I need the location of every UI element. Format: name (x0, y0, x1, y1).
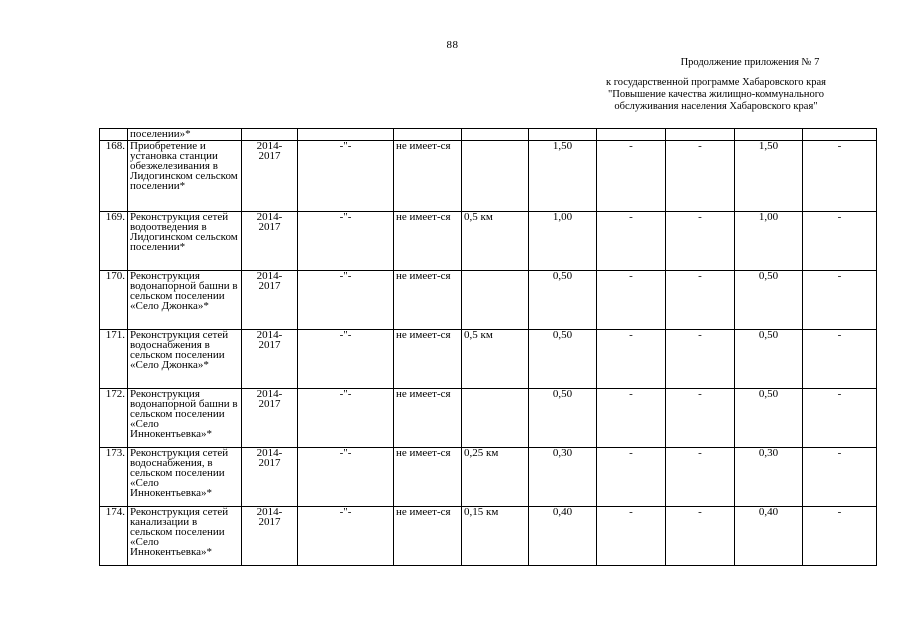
executor: -"- (298, 330, 394, 389)
measure-name: Реконструкция сетей водоснабжения в сельском поселении «Село Джонка»* (128, 330, 242, 389)
executor: -"- (298, 507, 394, 566)
page-number: 88 (446, 39, 459, 51)
row-number: 172. (100, 389, 128, 448)
effect: не имеет-ся (394, 389, 462, 448)
subtitle-line-2: "Повышение качества жилищно-коммунального (607, 89, 825, 100)
executor: -"- (298, 212, 394, 271)
total-funding: 0,50 (529, 271, 597, 330)
executor: -"- (298, 271, 394, 330)
measure-name: Реконструкция водонапорной башни в сельском поселении «Село Джонка»* (128, 271, 242, 330)
row-number: 170. (100, 271, 128, 330)
federal-funding: - (597, 330, 666, 389)
table-row (100, 448, 877, 507)
capacity: 0,25 км (462, 448, 529, 507)
table-row (100, 330, 877, 389)
effect: не имеет-ся (394, 330, 462, 389)
local-funding: 0,40 (735, 507, 803, 566)
effect: не имеет-ся (394, 141, 462, 212)
executor: -"- (298, 389, 394, 448)
row-number: 173. (100, 448, 128, 507)
period-cell (242, 330, 298, 389)
measures-table (99, 128, 877, 566)
regional-funding: - (666, 448, 735, 507)
regional-funding: - (666, 389, 735, 448)
period: 2014- 2017 (256, 388, 283, 410)
federal-funding: - (597, 271, 666, 330)
appendix-header (571, 57, 861, 113)
period: 2014- 2017 (256, 140, 283, 162)
effect: не имеет-ся (394, 212, 462, 271)
other-funding: - (803, 212, 877, 271)
measure-name: Реконструкция водонапорной башни в сельском поселении «Село Иннокентьевка»* (128, 389, 242, 448)
regional-funding: - (666, 507, 735, 566)
period: 2014- 2017 (256, 270, 283, 292)
total-funding: 0,30 (529, 448, 597, 507)
capacity: 0,5 км (462, 330, 529, 389)
other-funding: - (803, 141, 877, 212)
federal-funding: - (597, 389, 666, 448)
table-row (100, 271, 877, 330)
total-funding: 0,50 (529, 389, 597, 448)
row-number: 168. (100, 141, 128, 212)
total-funding: 1,00 (529, 212, 597, 271)
table-row (100, 141, 877, 212)
capacity (462, 389, 529, 448)
capacity: 0,15 км (462, 507, 529, 566)
regional-funding: - (666, 330, 735, 389)
period-cell (242, 141, 298, 212)
other-funding: - (803, 389, 877, 448)
table-row (100, 212, 877, 271)
continued-row (100, 129, 877, 141)
subtitle-line-1: к государственной программе Хабаровского края (606, 77, 826, 88)
regional-funding: - (666, 141, 735, 212)
regional-funding: - (666, 271, 735, 330)
row-number: 171. (100, 330, 128, 389)
row-number: 169. (100, 212, 128, 271)
effect: не имеет-ся (394, 507, 462, 566)
row-number: 174. (100, 507, 128, 566)
table-row (100, 389, 877, 448)
capacity (462, 141, 529, 212)
measure-name: Реконструкция сетей канализации в сельском поселении «Село Иннокентьевка»* (128, 507, 242, 566)
executor: -"- (298, 141, 394, 212)
federal-funding: - (597, 507, 666, 566)
total-funding: 0,50 (529, 330, 597, 389)
period-cell (242, 448, 298, 507)
effect: не имеет-ся (394, 448, 462, 507)
period-cell (242, 507, 298, 566)
measure-name: Реконструкция сетей водоснабжения, в сельском поселении «Село Иннокентьевка»* (128, 448, 242, 507)
other-funding: - (803, 330, 877, 389)
capacity (462, 271, 529, 330)
period: 2014- 2017 (256, 211, 283, 233)
local-funding: 1,00 (735, 212, 803, 271)
table-row (100, 507, 877, 566)
effect: не имеет-ся (394, 271, 462, 330)
local-funding: 0,50 (735, 330, 803, 389)
regional-funding: - (666, 212, 735, 271)
period: 2014- 2017 (256, 506, 283, 528)
local-funding: 0,50 (735, 389, 803, 448)
continued-text: поселении»* (128, 129, 242, 141)
period: 2014- 2017 (256, 329, 283, 351)
local-funding: 1,50 (735, 141, 803, 212)
federal-funding: - (597, 212, 666, 271)
total-funding: 0,40 (529, 507, 597, 566)
period: 2014- 2017 (256, 447, 283, 469)
other-funding: - (803, 271, 877, 330)
total-funding: 1,50 (529, 141, 597, 212)
continuation-label: Продолжение приложения № 7 (680, 57, 820, 68)
other-funding: - (803, 448, 877, 507)
measure-name: Приобретение и установка станции обезжелезивания в Лидогинском сельском поселении* (128, 141, 242, 212)
capacity: 0,5 км (462, 212, 529, 271)
federal-funding: - (597, 141, 666, 212)
subtitle-line-3: обслуживания населения Хабаровского края" (614, 101, 818, 112)
period-cell (242, 389, 298, 448)
other-funding: - (803, 507, 877, 566)
executor: -"- (298, 448, 394, 507)
federal-funding: - (597, 448, 666, 507)
local-funding: 0,50 (735, 271, 803, 330)
local-funding: 0,30 (735, 448, 803, 507)
period-cell (242, 212, 298, 271)
measure-name: Реконструкция сетей водоотведения в Лидогинском сельском поселении* (128, 212, 242, 271)
period-cell (242, 271, 298, 330)
